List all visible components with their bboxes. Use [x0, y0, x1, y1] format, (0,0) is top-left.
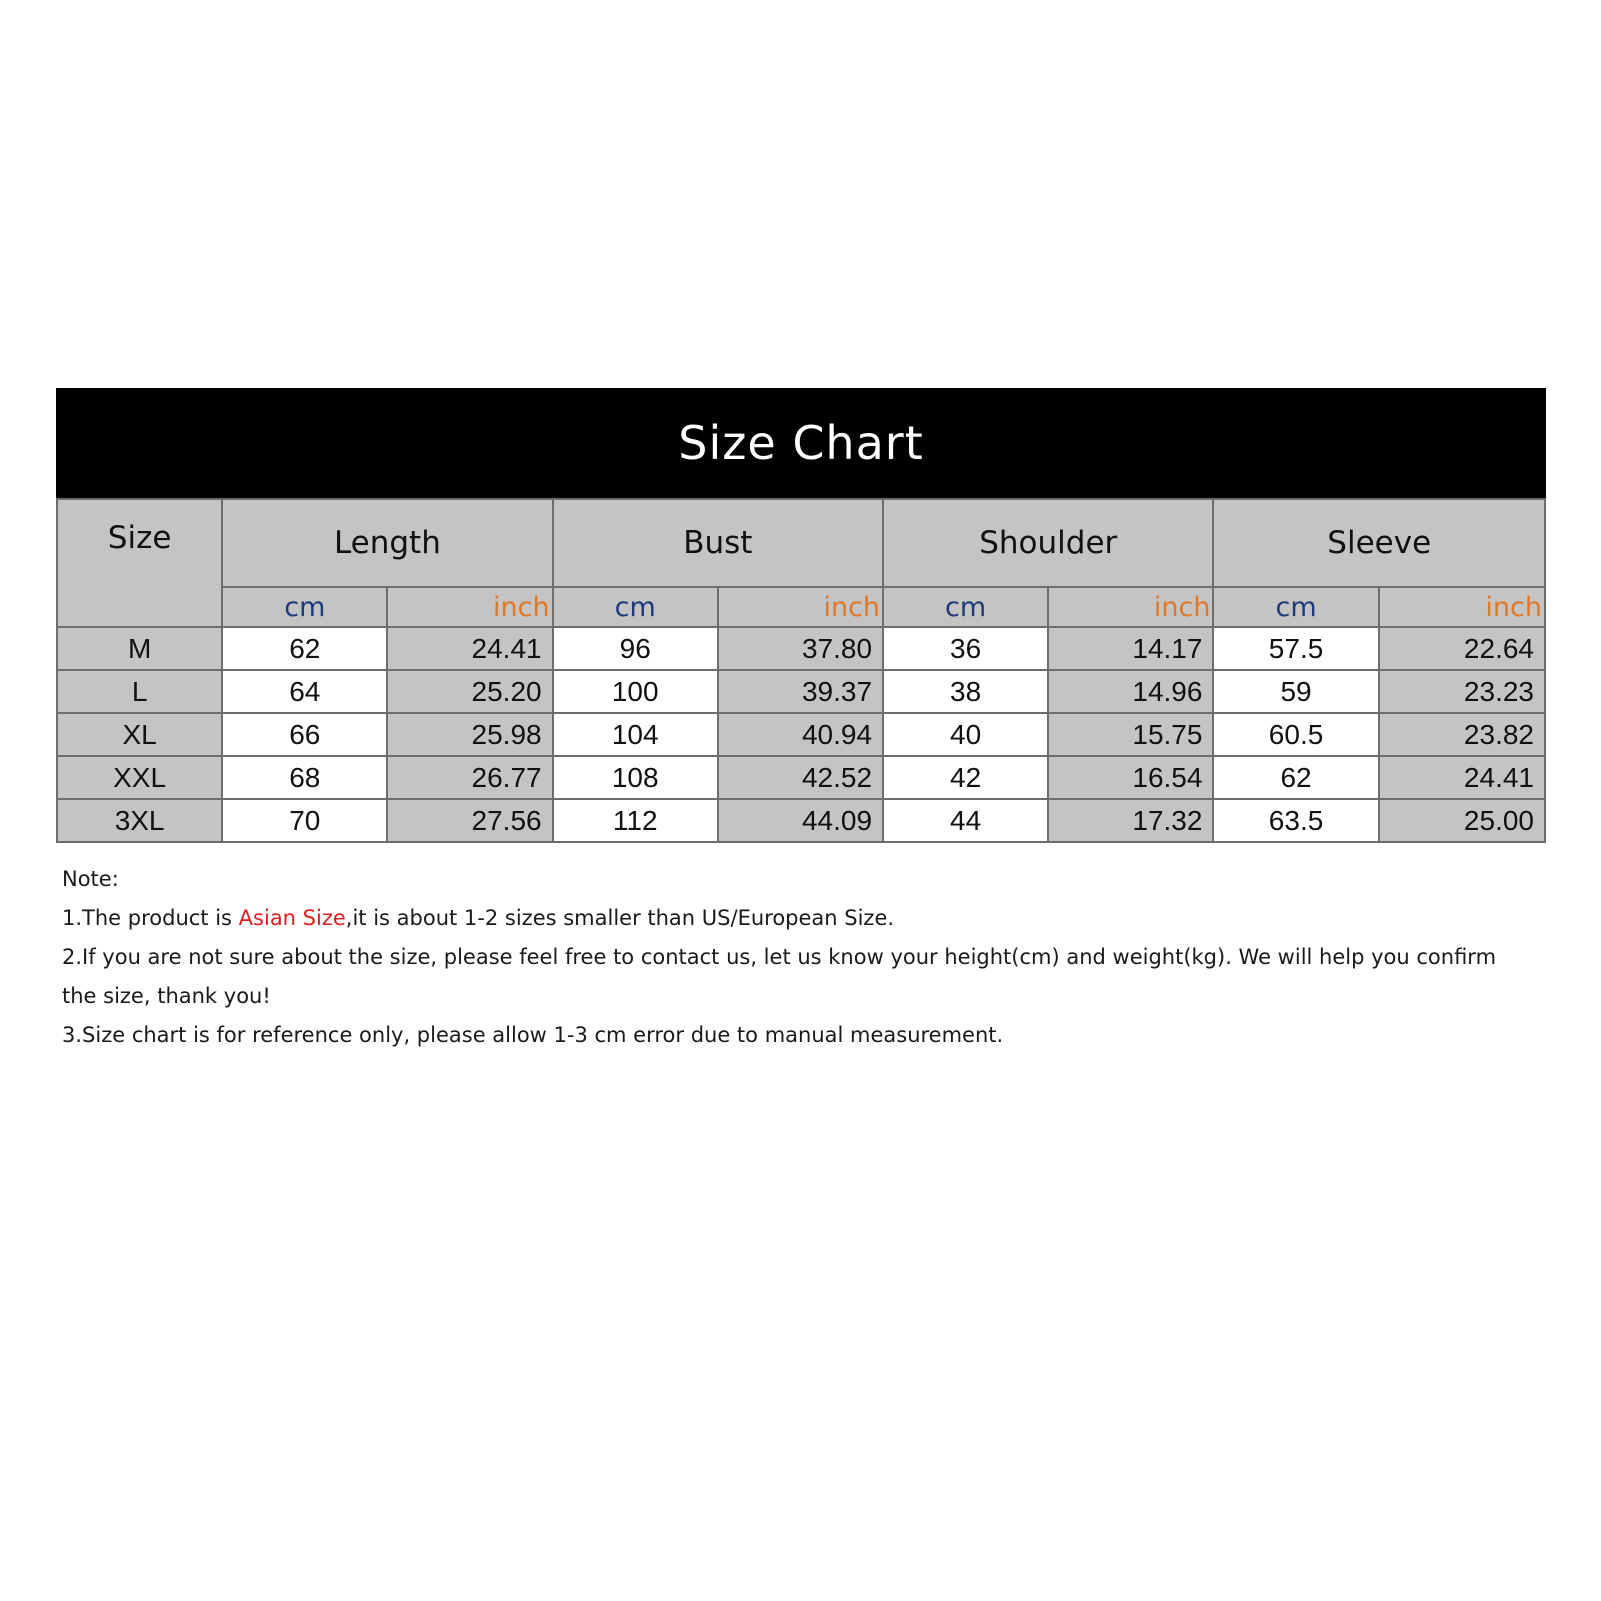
size-cell: XL: [57, 713, 222, 756]
note-1: [62, 899, 1522, 938]
shoulder-inch-unit: inch: [1048, 587, 1213, 627]
length-inch-cell: 27.56: [387, 799, 552, 842]
sleeve-inch-cell: 24.41: [1379, 756, 1545, 799]
notes-section: [62, 860, 1522, 1055]
size-chart-title: Size Chart: [678, 416, 924, 470]
shoulder-cm-cell: 40: [883, 713, 1048, 756]
sleeve-inch-cell: 25.00: [1379, 799, 1545, 842]
bust-header: Bust: [553, 499, 883, 587]
shoulder-inch-cell: 16.54: [1048, 756, 1213, 799]
size-table: [56, 498, 1546, 843]
note-1-suffix: ,it is about 1-2 sizes smaller than US/European Size.: [345, 906, 895, 930]
notes-heading: Note:: [62, 867, 119, 891]
note-2: 2.If you are not sure about the size, please feel free to contact us, let us know your height(cm) and weight(kg). We will help you confirm the size, thank you!: [62, 945, 1497, 1008]
group-header-row: [57, 499, 1545, 587]
bust-inch-cell: 42.52: [718, 756, 883, 799]
size-cell: XXL: [57, 756, 222, 799]
bust-inch-unit: inch: [718, 587, 883, 627]
sleeve-inch-cell: 22.64: [1379, 627, 1545, 670]
bust-cm-cell: 96: [553, 627, 718, 670]
table-row: [57, 756, 1545, 799]
bust-cm-unit: cm: [553, 587, 718, 627]
bust-cm-cell: 108: [553, 756, 718, 799]
length-cm-cell: 70: [222, 799, 387, 842]
shoulder-inch-cell: 14.17: [1048, 627, 1213, 670]
length-inch-cell: 26.77: [387, 756, 552, 799]
sleeve-inch-cell: 23.23: [1379, 670, 1545, 713]
size-chart-title-bar: [56, 388, 1546, 498]
bust-inch-cell: 40.94: [718, 713, 883, 756]
size-chart: [56, 388, 1546, 843]
sleeve-cm-cell: 63.5: [1213, 799, 1378, 842]
sleeve-cm-cell: 59: [1213, 670, 1378, 713]
table-row: [57, 670, 1545, 713]
sleeve-inch-unit: inch: [1379, 587, 1545, 627]
table-row: [57, 713, 1545, 756]
shoulder-cm-cell: 38: [883, 670, 1048, 713]
shoulder-cm-cell: 44: [883, 799, 1048, 842]
sleeve-cm-unit: cm: [1213, 587, 1378, 627]
shoulder-header: Shoulder: [883, 499, 1213, 587]
length-cm-cell: 62: [222, 627, 387, 670]
bust-inch-cell: 39.37: [718, 670, 883, 713]
size-cell: L: [57, 670, 222, 713]
shoulder-inch-cell: 14.96: [1048, 670, 1213, 713]
length-cm-cell: 68: [222, 756, 387, 799]
bust-cm-cell: 100: [553, 670, 718, 713]
bust-cm-cell: 104: [553, 713, 718, 756]
length-header: Length: [222, 499, 552, 587]
length-inch-cell: 25.98: [387, 713, 552, 756]
sleeve-header: Sleeve: [1213, 499, 1545, 587]
sleeve-cm-cell: 60.5: [1213, 713, 1378, 756]
length-cm-cell: 66: [222, 713, 387, 756]
length-cm-unit: cm: [222, 587, 387, 627]
shoulder-cm-cell: 42: [883, 756, 1048, 799]
bust-inch-cell: 37.80: [718, 627, 883, 670]
size-cell: 3XL: [57, 799, 222, 842]
shoulder-inch-cell: 15.75: [1048, 713, 1213, 756]
shoulder-inch-cell: 17.32: [1048, 799, 1213, 842]
shoulder-cm-cell: 36: [883, 627, 1048, 670]
length-inch-cell: 25.20: [387, 670, 552, 713]
asian-size-highlight: Asian Size: [238, 906, 346, 930]
table-row: [57, 799, 1545, 842]
bust-cm-cell: 112: [553, 799, 718, 842]
length-inch-cell: 24.41: [387, 627, 552, 670]
sleeve-cm-cell: 62: [1213, 756, 1378, 799]
length-cm-cell: 64: [222, 670, 387, 713]
shoulder-cm-unit: cm: [883, 587, 1048, 627]
table-row: [57, 627, 1545, 670]
sleeve-inch-cell: 23.82: [1379, 713, 1545, 756]
sleeve-cm-cell: 57.5: [1213, 627, 1378, 670]
length-inch-unit: inch: [387, 587, 552, 627]
size-cell: M: [57, 627, 222, 670]
size-column-header: Size: [57, 499, 222, 627]
unit-header-row: [57, 587, 1545, 627]
note-3: 3.Size chart is for reference only, please allow 1-3 cm error due to manual measurement.: [62, 1023, 1004, 1047]
note-1-prefix: 1.The product is: [62, 906, 239, 930]
bust-inch-cell: 44.09: [718, 799, 883, 842]
